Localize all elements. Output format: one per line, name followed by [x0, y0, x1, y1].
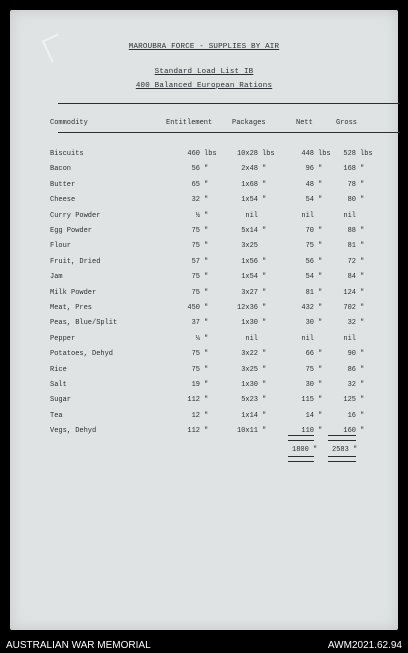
cell-nett: 448: [301, 150, 314, 158]
cell-gross: 528: [343, 150, 356, 158]
cell-packages-unit: ": [262, 411, 267, 420]
cell-packages: 3x25: [241, 242, 258, 251]
cell-packages-unit: lbs: [262, 150, 275, 158]
cell-commodity: Tea: [50, 411, 63, 420]
cell-gross: 125: [343, 396, 356, 405]
cell-gross: 702: [343, 304, 356, 312]
cell-packages: 2x48: [241, 165, 258, 174]
cell-commodity: Fruit, Dried: [50, 257, 101, 266]
table-row: [10, 304, 398, 318]
cell-entitlement-unit: ": [204, 288, 209, 297]
table-row: [10, 242, 398, 256]
cell-commodity: Bacon: [50, 165, 72, 174]
cell-entitlement-unit: ": [204, 319, 209, 328]
table-row: [10, 366, 398, 380]
cell-gross-unit: ": [360, 227, 365, 235]
gross-total: [332, 446, 357, 454]
cell-packages-unit: ": [262, 257, 267, 266]
table-row: [10, 412, 398, 426]
cell-entitlement: 56: [191, 165, 200, 174]
table-row: [10, 335, 398, 349]
cell-entitlement-unit: ": [204, 227, 209, 235]
cell-gross: 84: [347, 273, 356, 282]
cell-nett-unit: ": [318, 196, 323, 205]
cell-entitlement: 37: [191, 319, 200, 328]
cell-entitlement: 12: [191, 411, 200, 420]
cell-packages-unit: ": [262, 196, 267, 205]
nett-total-value: 1800: [292, 446, 309, 454]
cell-nett: 75: [305, 242, 314, 251]
cell-packages: 1x56: [241, 257, 258, 266]
table-row: [10, 196, 398, 210]
cell-entitlement: 75: [191, 350, 200, 359]
cell-entitlement-unit: ": [204, 273, 209, 282]
cell-entitlement: ½: [195, 211, 200, 220]
cell-gross-unit: ": [360, 381, 365, 389]
gross-total-unit: ": [353, 446, 358, 454]
footer-institution: AUSTRALIAN WAR MEMORIAL: [6, 640, 151, 651]
cell-packages-unit: ": [262, 365, 267, 374]
cell-nett: 66: [305, 350, 314, 359]
cell-packages: 3x22: [241, 350, 258, 359]
cell-nett-unit: ": [318, 365, 323, 374]
table-row: [10, 289, 398, 303]
cell-packages: 1x54: [241, 196, 258, 205]
cell-packages: 10x28: [236, 150, 258, 158]
cell-gross-unit: ": [360, 196, 365, 205]
cell-nett-unit: ": [318, 411, 323, 420]
cell-gross: 72: [347, 257, 356, 266]
cell-nett: 432: [301, 304, 314, 312]
cell-packages: 12x36: [236, 304, 258, 312]
cell-nett: 54: [305, 273, 314, 282]
nett-total-underline-bottom: [288, 456, 314, 462]
cell-entitlement: 112: [187, 396, 200, 405]
cell-nett: 110: [301, 427, 314, 436]
table-row: [10, 150, 398, 164]
cell-packages: 5x14: [241, 227, 258, 235]
cell-entitlement-unit: ": [204, 396, 209, 405]
cell-gross-unit: ": [360, 365, 365, 374]
cell-commodity: Egg Powder: [50, 227, 93, 235]
cell-entitlement-unit: ": [204, 165, 209, 174]
cell-entitlement-unit: ": [204, 242, 209, 251]
cell-commodity: Pepper: [50, 334, 76, 343]
cell-nett: 75: [305, 365, 314, 374]
nett-total: [292, 446, 317, 454]
cell-packages-unit: ": [262, 288, 267, 297]
cell-entitlement: 32: [191, 196, 200, 205]
cell-entitlement-unit: ": [204, 334, 209, 343]
cell-packages: 10x11: [236, 427, 258, 436]
cell-entitlement-unit: ": [204, 180, 209, 189]
table-row: [10, 258, 398, 272]
cell-nett: nil: [301, 211, 314, 220]
cell-commodity: Vegs, Dehyd: [50, 427, 97, 436]
cell-commodity: Butter: [50, 180, 76, 189]
cell-commodity: Peas, Blue/Split: [50, 319, 118, 328]
cell-gross-unit: ": [360, 411, 365, 420]
cell-entitlement: 450: [187, 304, 200, 312]
cell-gross-unit: ": [360, 165, 365, 174]
table-row: [10, 165, 398, 179]
cell-nett-unit: ": [318, 396, 323, 405]
table-row: [10, 212, 398, 226]
cell-gross-unit: ": [360, 319, 365, 328]
cell-nett-unit: ": [318, 242, 323, 251]
cell-commodity: Curry Powder: [50, 211, 101, 220]
cell-nett-unit: ": [318, 319, 323, 328]
cell-gross: nil: [343, 211, 356, 220]
cell-nett-unit: ": [318, 273, 323, 282]
cell-nett-unit: ": [318, 165, 323, 174]
header-rule-top: [58, 103, 400, 104]
table-row: [10, 227, 398, 241]
cell-packages: nil: [245, 334, 258, 343]
cell-nett: 115: [301, 396, 314, 405]
cell-packages: 5x23: [241, 396, 258, 405]
cell-packages: 1x30: [241, 319, 258, 328]
cell-packages: 3x27: [241, 288, 258, 297]
cell-packages-unit: ": [262, 427, 267, 436]
cell-packages: 1x68: [241, 180, 258, 189]
nett-total-underline-top: [288, 435, 314, 441]
cell-packages-unit: ": [262, 350, 267, 359]
cell-nett-unit: ": [318, 288, 323, 297]
cell-packages-unit: ": [262, 273, 267, 282]
cell-nett: 81: [305, 288, 314, 297]
table-row: [10, 396, 398, 410]
cell-packages: 1x54: [241, 273, 258, 282]
table-row: [10, 181, 398, 195]
column-header-row: [10, 119, 398, 133]
cell-nett-unit: ": [318, 257, 323, 266]
nett-total-unit: ": [313, 446, 318, 454]
cell-commodity: Meat, Pres: [50, 304, 93, 312]
document-page: [10, 10, 398, 630]
cell-nett: 56: [305, 257, 314, 266]
cell-commodity: Jam: [50, 273, 63, 282]
cell-gross: 90: [347, 350, 356, 359]
cell-gross: 86: [347, 365, 356, 374]
cell-gross-unit: ": [360, 396, 365, 405]
cell-gross: 80: [347, 196, 356, 205]
table-row: [10, 350, 398, 364]
cell-entitlement: 75: [191, 227, 200, 235]
cell-packages-unit: ": [262, 319, 267, 328]
cell-entitlement-unit: ": [204, 427, 209, 436]
cell-gross: 78: [347, 180, 356, 189]
cell-entitlement: 65: [191, 180, 200, 189]
cell-entitlement: 75: [191, 365, 200, 374]
cell-gross-unit: lbs: [360, 150, 373, 158]
cell-nett-unit: ": [318, 304, 323, 312]
cell-nett-unit: ": [318, 350, 323, 359]
cell-nett-unit: ": [318, 180, 323, 189]
cell-nett: 14: [305, 411, 314, 420]
gross-total-underline-top: [328, 435, 356, 441]
cell-entitlement-unit: ": [204, 411, 209, 420]
cell-commodity: Rice: [50, 365, 67, 374]
cell-entitlement: 75: [191, 242, 200, 251]
cell-gross-unit: ": [360, 180, 365, 189]
cell-gross-unit: ": [360, 273, 365, 282]
cell-nett: 70: [305, 227, 314, 235]
cell-nett: 96: [305, 165, 314, 174]
cell-gross-unit: ": [360, 288, 365, 297]
cell-nett-unit: ": [318, 227, 323, 235]
table-row: [10, 381, 398, 395]
cell-commodity: Flour: [50, 242, 72, 251]
cell-packages: 1x30: [241, 381, 258, 389]
header-rule-bottom: [58, 132, 400, 133]
document-title: MAROUBRA FORCE - SUPPLIES BY AIR: [128, 43, 280, 51]
cell-commodity: Milk Powder: [50, 288, 97, 297]
cell-packages-unit: ": [262, 396, 267, 405]
cell-gross: nil: [343, 334, 356, 343]
cell-gross: 32: [347, 319, 356, 328]
cell-entitlement-unit: ": [204, 196, 209, 205]
cell-commodity: Cheese: [50, 196, 76, 205]
cell-gross-unit: ": [360, 350, 365, 359]
cell-entitlement: 19: [191, 381, 200, 389]
cell-commodity: Biscuits: [50, 150, 84, 158]
document-subtitle-2: 400 Balanced European Rations: [135, 82, 273, 90]
footer-bar: [0, 636, 408, 653]
cell-nett: 54: [305, 196, 314, 205]
cell-packages-unit: ": [262, 304, 267, 312]
cell-commodity: Potatoes, Dehyd: [50, 350, 114, 359]
column-header-gross: Gross: [336, 119, 358, 127]
cell-entitlement-unit: ": [204, 381, 209, 389]
cell-packages: 1x14: [241, 411, 258, 420]
cell-entitlement-unit: ": [204, 350, 209, 359]
cell-entitlement: 460: [187, 150, 200, 158]
cell-packages-unit: ": [262, 180, 267, 189]
cell-gross: 88: [347, 227, 356, 235]
column-header-commodity: Commodity: [50, 119, 88, 127]
cell-gross-unit: ": [360, 242, 365, 251]
cell-entitlement-unit: lbs: [204, 150, 217, 158]
cell-entitlement-unit: ": [204, 365, 209, 374]
cell-commodity: Salt: [50, 381, 67, 389]
cell-nett: 30: [305, 381, 314, 389]
cell-entitlement: 75: [191, 273, 200, 282]
cell-gross: 81: [347, 242, 356, 251]
cell-entitlement: ¼: [195, 334, 200, 343]
cell-nett-unit: lbs: [318, 150, 331, 158]
cell-gross: 124: [343, 288, 356, 297]
column-header-entitlement: Entitlement: [166, 119, 213, 127]
cell-gross-unit: ": [360, 304, 365, 312]
gross-total-value: 2583: [332, 446, 349, 454]
cell-gross: 16: [347, 411, 356, 420]
cell-entitlement: 75: [191, 288, 200, 297]
cell-gross: 160: [343, 427, 356, 436]
cell-packages: 3x25: [241, 365, 258, 374]
cell-entitlement-unit: ": [204, 257, 209, 266]
column-header-packages: Packages: [232, 119, 266, 127]
cell-entitlement-unit: ": [204, 211, 209, 220]
cell-entitlement: 57: [191, 257, 200, 266]
cell-nett: 30: [305, 319, 314, 328]
cell-gross: 168: [343, 165, 356, 174]
cell-nett: 48: [305, 180, 314, 189]
cell-entitlement: 112: [187, 427, 200, 436]
cell-packages-unit: ": [262, 381, 267, 389]
cell-nett-unit: ": [318, 381, 323, 389]
cell-packages-unit: ": [262, 227, 267, 235]
cell-packages-unit: ": [262, 165, 267, 174]
cell-gross-unit: ": [360, 427, 365, 436]
cell-gross: 32: [347, 381, 356, 389]
cell-commodity: Sugar: [50, 396, 72, 405]
table-row: [10, 319, 398, 333]
cell-gross-unit: ": [360, 257, 365, 266]
cell-packages: nil: [245, 211, 258, 220]
column-header-nett: Nett: [296, 119, 313, 127]
cell-nett: nil: [301, 334, 314, 343]
document-subtitle: Standard Load List IB: [154, 68, 254, 76]
cell-entitlement-unit: ": [204, 304, 209, 312]
cell-nett-unit: ": [318, 427, 323, 436]
gross-total-underline-bottom: [328, 456, 356, 462]
footer-accession-number: AWM2021.62.94: [327, 640, 402, 651]
table-row: [10, 273, 398, 287]
